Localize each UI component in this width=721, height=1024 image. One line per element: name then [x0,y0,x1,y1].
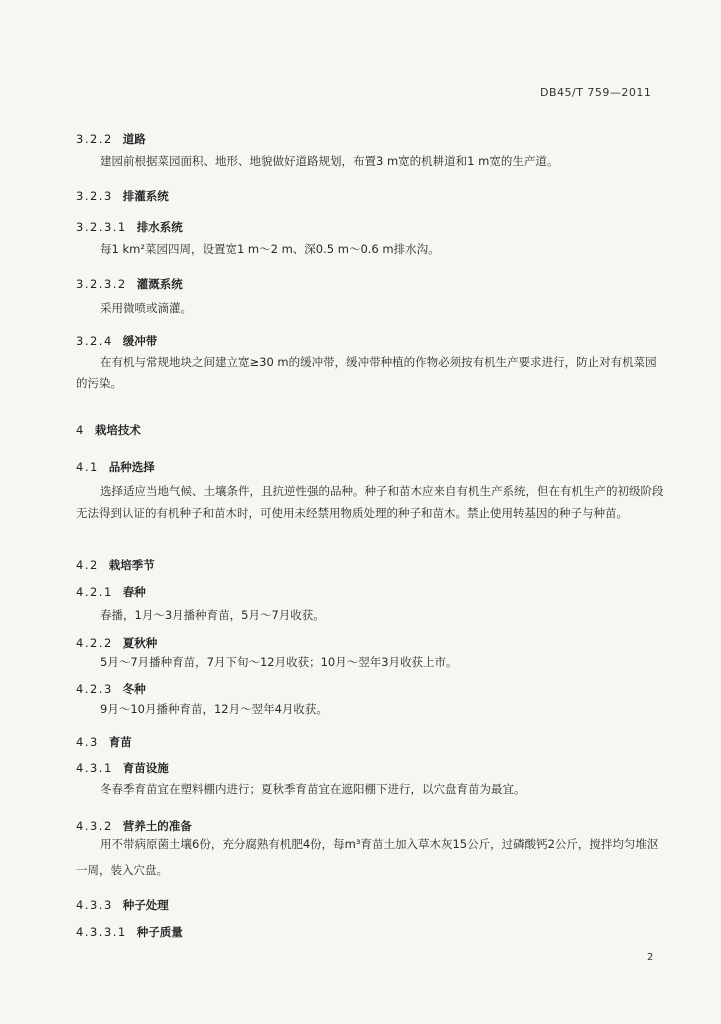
section-number: 3.2.4 [76,334,113,348]
section-heading [76,219,183,235]
section-title: 育苗 [108,735,132,749]
paragraph: 冬春季育苗宜在塑料棚内进行；夏秋季育苗宜在遮阳棚下进行，以穴盘育苗为最宜。 [100,782,526,796]
section-heading [76,276,183,292]
section-number: 4.3.1 [76,761,113,775]
paragraph: 用不带病原菌土壤6份，充分腐熟有机肥4份，每m³育苗土加入草木灰15公斤，过磷酸钙2公斤，搅拌均匀堆沤一周，装入穴盘。 [76,837,659,877]
section-heading [76,459,155,475]
section-title: 缓冲带 [122,334,158,348]
section-number: 3.2.3 [76,189,113,203]
section-number: 3.2.3.2 [76,277,127,291]
section-heading [76,131,146,147]
paragraph: 选择适应当地气候、土壤条件，且抗逆性强的品种。种子和苗木应来自有机生产系统，但在有机生产的初级阶段无法得到认证的有机种子和苗木时，可使用未经禁用物质处理的种子和苗木。禁止使用转基因的种子与种苗。 [76,484,664,520]
section-title: 种子处理 [122,898,169,912]
section-heading [76,422,141,438]
section-number: 4 [76,423,85,437]
section-heading [76,924,183,940]
section-title: 道路 [122,132,146,146]
paragraph: 5月～7月播种育苗，7月下旬～12月收获；10月～翌年3月收获上市。 [100,655,458,669]
section-title: 春种 [122,585,146,599]
section-heading [76,188,169,204]
section-title: 排水系统 [136,220,183,234]
section-title: 夏秋种 [122,636,158,650]
section-number: 4.1 [76,460,99,474]
section-number: 4.3.2 [76,819,113,833]
section-title: 灌溉系统 [136,277,183,291]
section-number: 4.2.1 [76,585,113,599]
page-number: 2 [647,952,654,963]
paragraph: 每1 km²菜园四周，设置宽1 m～2 m、深0.5 m～0.6 m排水沟。 [100,242,440,256]
section-heading [76,635,157,651]
section-title: 冬种 [122,682,146,696]
section-number: 4.2 [76,558,99,572]
paragraph: 在有机与常规地块之间建立宽≥30 m的缓冲带，缓冲带种植的作物必须按有机生产要求进行，防止对有机菜园的污染。 [76,355,657,390]
section-title: 种子质量 [136,925,183,939]
section-number: 4.2.2 [76,636,113,650]
section-number: 4.3.3.1 [76,925,127,939]
section-number: 4.3.3 [76,898,113,912]
paragraph: 采用微喷或滴灌。 [100,301,192,315]
section-title: 品种选择 [108,460,155,474]
section-number: 3.2.2 [76,132,113,146]
section-heading [76,681,146,697]
paragraph: 建园前根据菜园面积、地形、地貌做好道路规划，布置3 m宽的机耕道和1 m宽的生产道。 [100,154,559,168]
section-number: 4.2.3 [76,682,113,696]
section-title: 营养土的准备 [122,819,192,833]
paragraph: 春播，1月～3月播种育苗，5月～7月收获。 [100,608,325,622]
section-heading [76,584,146,600]
standard-code: DB45/T 759—2011 [540,86,652,99]
section-number: 3.2.3.1 [76,220,127,234]
section-title: 排灌系统 [122,189,169,203]
section-heading [76,734,132,750]
section-heading [76,557,155,573]
section-title: 育苗设施 [122,761,169,775]
section-title: 栽培季节 [108,558,155,572]
section-heading [76,333,157,349]
section-heading [76,897,169,913]
section-title: 栽培技术 [94,423,141,437]
paragraph: 9月～10月播种育苗，12月～翌年4月收获。 [100,702,328,716]
section-heading [76,760,169,776]
section-number: 4.3 [76,735,99,749]
